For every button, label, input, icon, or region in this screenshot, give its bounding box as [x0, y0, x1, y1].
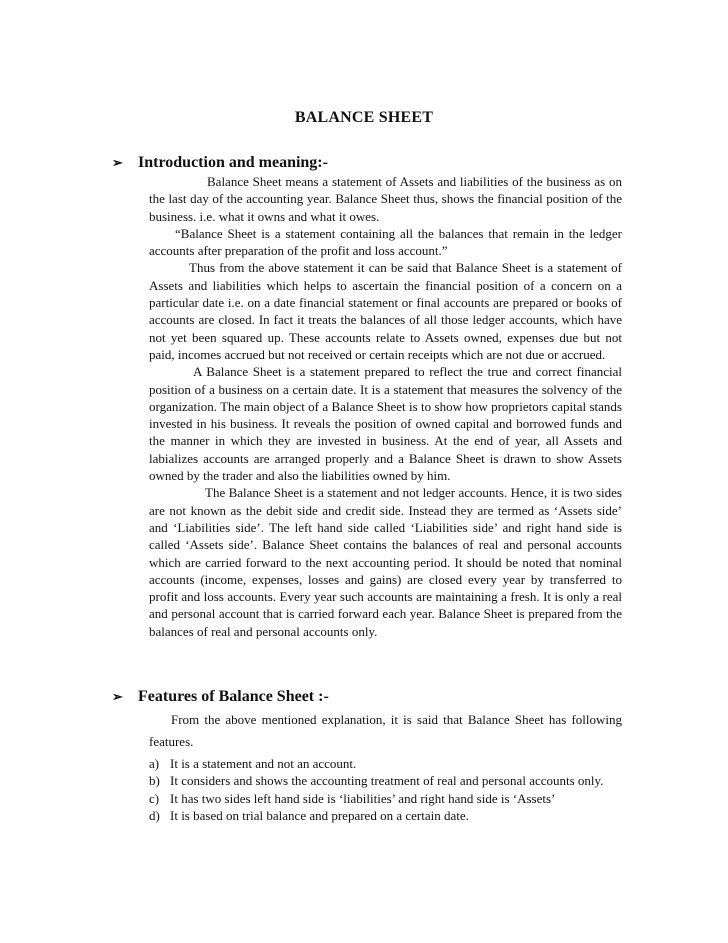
- introduction-body: [149, 173, 622, 640]
- list-item-text: It is a statement and not an account.: [170, 756, 357, 771]
- paragraph: The Balance Sheet is a statement and not ledger accounts. Hence, it is two sides are not known as the debit side and credit side. Instead they are termed as ‘Assets side’ and ‘Liabilities side’. The left hand side called ‘Liabilities side’ and right hand side is called ‘Assets side’. Balance Sheet contains the balances of real and personal accounts which are carried forward to the next accounting period. It should be noted that nominal accounts (income, expenses, losses and gains) are closed every year by transferred to profit and loss accounts. Every year such accounts are maintaining a fresh. It is only a real and personal account that is carried forward each year. Balance Sheet is prepared from the balances of real and personal accounts only.: [149, 485, 622, 639]
- features-heading-text: Features of Balance Sheet :-: [138, 688, 329, 705]
- list-item-text: It considers and shows the accounting treatment of real and personal accounts only.: [170, 773, 604, 789]
- list-marker: a): [149, 756, 160, 771]
- list-item: [149, 755, 622, 772]
- features-section: [112, 687, 622, 824]
- features-list: [149, 755, 622, 824]
- introduction-section: [112, 153, 622, 640]
- introduction-heading: [112, 153, 622, 173]
- features-body: [149, 709, 622, 824]
- list-marker: b): [149, 773, 160, 789]
- page-title: BALANCE SHEET: [294, 109, 434, 126]
- list-marker: c): [149, 790, 160, 806]
- list-item: [149, 790, 622, 807]
- list-item: [149, 772, 622, 789]
- list-item-text: It is based on trial balance and prepared on a certain date.: [170, 807, 469, 823]
- paragraph: Thus from the above statement it can be said that Balance Sheet is a statement of Assets and liabilities which helps to ascertain the financial position of a concern on a particular date i.e. on a date financial statement or final accounts are prepared or books of accounts are closed. In fact it treats the balances of all those ledger accounts, which have not yet been squared up. These accounts relate to Assets owned, expenses due but not paid, incomes accrued but not received or certain receipts which are not due or accrued.: [149, 260, 622, 362]
- list-item: [149, 807, 622, 824]
- paragraph: A Balance Sheet is a statement prepared to reflect the true and correct financial position of a business on a certain date. It is a statement that measures the solvency of the organization. The main object of a Balance Sheet is to show how proprietors capital stands invested in his business. It reveals the position of owned capital and borrowed funds and the manner in which they are invested in business. At the end of year, all Assets and labializes accounts are arranged properly and a Balance Sheet is drawn to show Assets owned by the trader and also the liabilities owned by him.: [149, 364, 622, 484]
- features-intro: From the above mentioned explanation, it is said that Balance Sheet has following features.: [149, 712, 622, 749]
- introduction-heading-text: Introduction and meaning:-: [138, 154, 328, 171]
- paragraph: “Balance Sheet is a statement containing all the balances that remain in the ledger accounts after preparation of the profit and loss account.”: [149, 225, 622, 259]
- list-item-text: It has two sides left hand side is ‘liabilities’ and right hand side is ‘Assets’: [170, 790, 556, 806]
- arrow-bullet-icon: ➢: [112, 689, 123, 704]
- list-marker: d): [149, 807, 160, 823]
- arrow-bullet-icon: ➢: [112, 155, 123, 170]
- features-heading: [112, 687, 622, 707]
- paragraph: Balance Sheet means a statement of Assets and liabilities of the business as on the last day of the accounting year. Balance Sheet thus, shows the financial position of the business. i.e. what it owns and what it owes.: [149, 174, 622, 224]
